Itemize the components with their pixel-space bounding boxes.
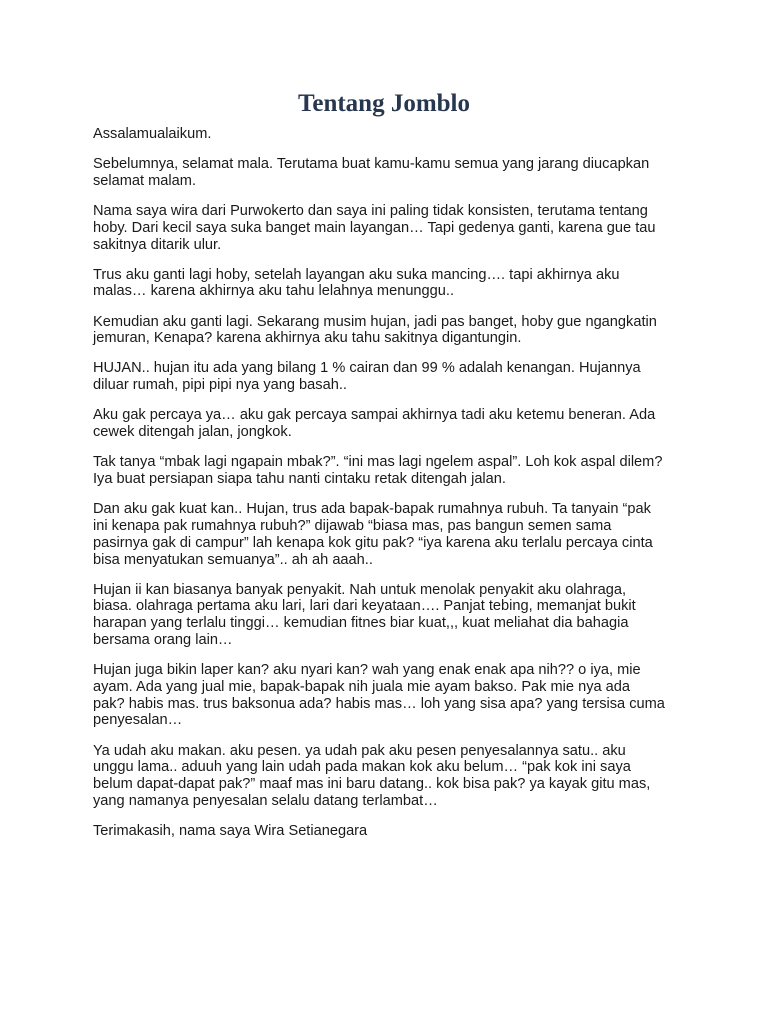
paragraph-line: cewek ditengah jalan, jongkok. [93,424,292,441]
paragraph-line: Hujan juga bikin laper kan? aku nyari kan? wah yang enak enak apa nih?? o iya, mie [93,662,641,679]
document-body [93,126,693,853]
paragraph-line: harapan yang terlalu tinggi… kemudian fitnes biar kuat,,, kuat meliahat dia bahagia [93,615,629,632]
paragraph-line: Aku gak percaya ya… aku gak percaya sampai akhirnya tadi aku ketemu beneran. Ada [93,407,656,424]
paragraph-line: Terimakasih, nama saya Wira Setianegara [93,823,368,840]
paragraph [93,582,693,649]
paragraph-line: pak? habis mas. trus baksonua ada? habis mas… loh yang sisa apa? yang tersisa cuma [93,695,665,712]
paragraph [93,156,693,190]
paragraph-line: Sebelumnya, selamat mala. Terutama buat kamu-kamu semua yang jarang diucapkan [93,156,650,173]
paragraph [93,314,693,348]
paragraph-line: hoby. Dari kecil saya suka banget main layangan… Tapi gedenya ganti, karena gue tau [93,219,656,236]
paragraph [93,360,693,394]
paragraph [93,267,693,301]
paragraph [93,407,693,441]
paragraph-line: yang namanya penyesalan selalu datang terlambat… [93,792,438,809]
paragraph-line: Trus aku ganti lagi hoby, setelah layangan aku suka mancing…. tapi akhirnya aku [93,266,620,283]
paragraph-line: Tak tanya “mbak lagi ngapain mbak?”. “ini mas lagi ngelem aspal”. Loh kok aspal dilem? [93,454,663,471]
paragraph [93,203,693,253]
paragraph-line: Iya buat persiapan siapa tahu nanti cintaku retak ditengah jalan. [93,471,506,488]
document-title: Tentang Jomblo [297,90,471,117]
paragraph-line: Assalamualaikum. [93,126,212,142]
paragraph [93,454,693,488]
paragraph-line: bersama orang lain… [93,632,233,648]
paragraph-line: Nama saya wira dari Purwokerto dan saya ini paling tidak konsisten, terutama tentang [93,202,648,219]
paragraph-line: jemuran, Kenapa? karena akhirnya aku tahu sakitnya digantungin. [93,330,522,347]
paragraph-line: unggu lama.. aduuh yang lain udah pada makan kok aku belum… “pak kok ini saya [93,759,631,776]
paragraph-line: diluar rumah, pipi pipi nya yang basah.. [93,377,347,394]
paragraph-line: ini kenapa pak rumahnya rubuh?” dijawab “biasa mas, pas bangun semen sama [93,517,612,534]
paragraph-line: Ya udah aku makan. aku pesen. ya udah pak aku pesen penyesalannya satu.. aku [93,742,626,759]
paragraph-line: biasa. olahraga pertama aku lari, lari dari keyataan…. Panjat tebing, memanjat bukit [93,598,636,615]
paragraph-line: Kemudian aku ganti lagi. Sekarang musim hujan, jadi pas banget, hoby gue ngangkatin [93,313,657,330]
paragraph-line: Dan aku gak kuat kan.. Hujan, trus ada bapak-bapak rumahnya rubuh. Ta tanyain “pak [93,501,651,518]
paragraph [93,501,693,568]
paragraph [93,743,693,810]
paragraph [93,126,693,143]
paragraph-line: belum dapat-dapat pak?” maaf mas ini baru datang.. kok bisa pak? ya kayak gitu mas, [93,776,651,793]
paragraph-line: ayam. Ada yang jual mie, bapak-bapak nih juala mie ayam bakso. Pak mie nya ada [93,678,631,695]
paragraph-line: sakitnya ditarik ulur. [93,236,222,253]
paragraph-line: penyesalan… [93,712,183,729]
paragraph [93,662,693,729]
paragraph-line: HUJAN.. hujan itu ada yang bilang 1 % cairan dan 99 % adalah kenangan. Hujannya [93,360,641,377]
paragraph-line: Hujan ii kan biasanya banyak penyakit. Nah untuk menolak penyakit aku olahraga, [93,581,627,598]
paragraph-line: pasirnya gak di campur” lah kenapa kok gitu pak? “iya karena aku terlalu percaya cinta [93,534,653,551]
paragraph-line: malas… karena akhirnya aku tahu lelahnya menunggu.. [93,283,455,300]
paragraph-line: selamat malam. [93,172,196,189]
paragraph-line: bisa menyatukan semuanya”.. ah ah aaah.. [93,551,373,568]
paragraph [93,823,693,840]
